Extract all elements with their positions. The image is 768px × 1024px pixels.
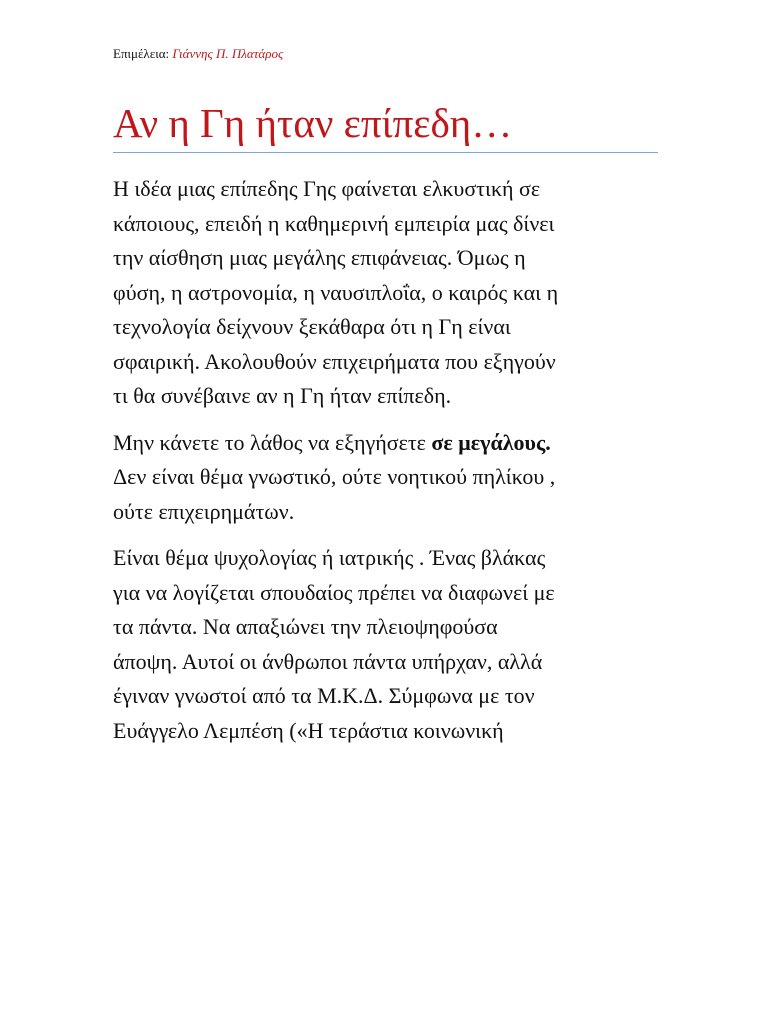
paragraph-line: έγιναν γνωστοί από τα Μ.Κ.Δ. Σύμφωνα με τον	[113, 683, 535, 708]
paragraph-line: τεχνολογία δείχνουν ξεκάθαρα ότι η Γη είναι	[113, 314, 511, 339]
paragraph-line: φύση, η αστρονομία, η ναυσιπλοΐα, ο καιρός και η	[113, 279, 559, 305]
paragraph-line: Δεν είναι θέμα γνωστικό, ούτε νοητικού πηλίκου ,	[113, 464, 556, 489]
paragraph-3	[113, 541, 658, 748]
author-name: Γιάννης Π. Πλατάρος	[172, 46, 284, 61]
byline-label: Επιμέλεια:	[113, 46, 170, 61]
paragraph-line: Η ιδέα μιας επίπεδης Γης φαίνεται ελκυστική σε	[113, 176, 541, 201]
paragraph-line: τι θα συνέβαινε αν η Γη ήταν επίπεδη.	[113, 383, 452, 408]
emphasis-text: σε μεγάλους.	[431, 429, 551, 455]
title-divider	[113, 152, 658, 153]
paragraph-1	[113, 172, 658, 414]
article-title: Αν η Γη ήταν επίπεδη…	[113, 100, 513, 146]
paragraph-line: κάποιους, επειδή η καθημερινή εμπειρία μας δίνει	[113, 210, 555, 236]
paragraph-line	[113, 426, 658, 461]
paragraph-line: την αίσθηση μιας μεγάλης επιφάνειας. Όμως η	[113, 245, 526, 270]
paragraph-2	[113, 426, 658, 530]
byline	[113, 46, 283, 62]
paragraph-line: ούτε επιχειρημάτων.	[113, 498, 295, 524]
article-body	[113, 172, 658, 760]
paragraph-line: τα πάντα. Να απαξιώνει την πλειοψηφούσα	[113, 614, 498, 639]
paragraph-line: Είναι θέμα ψυχολογίας ή ιατρικής . Ένας βλάκας	[113, 545, 546, 570]
paragraph-line: σφαιρική. Ακολουθούν επιχειρήματα που εξηγούν	[113, 348, 556, 374]
paragraph-line: άποψη. Αυτοί οι άνθρωποι πάντα υπήρχαν, αλλά	[113, 648, 543, 674]
paragraph-text: Μην κάνετε το λάθος να εξηγήσετε	[113, 429, 432, 455]
paragraph-line: για να λογίζεται σπουδαίος πρέπει να διαφωνεί με	[113, 579, 555, 605]
paragraph-line: Ευάγγελο Λεμπέση («Η τεράστια κοινωνική	[113, 717, 504, 743]
